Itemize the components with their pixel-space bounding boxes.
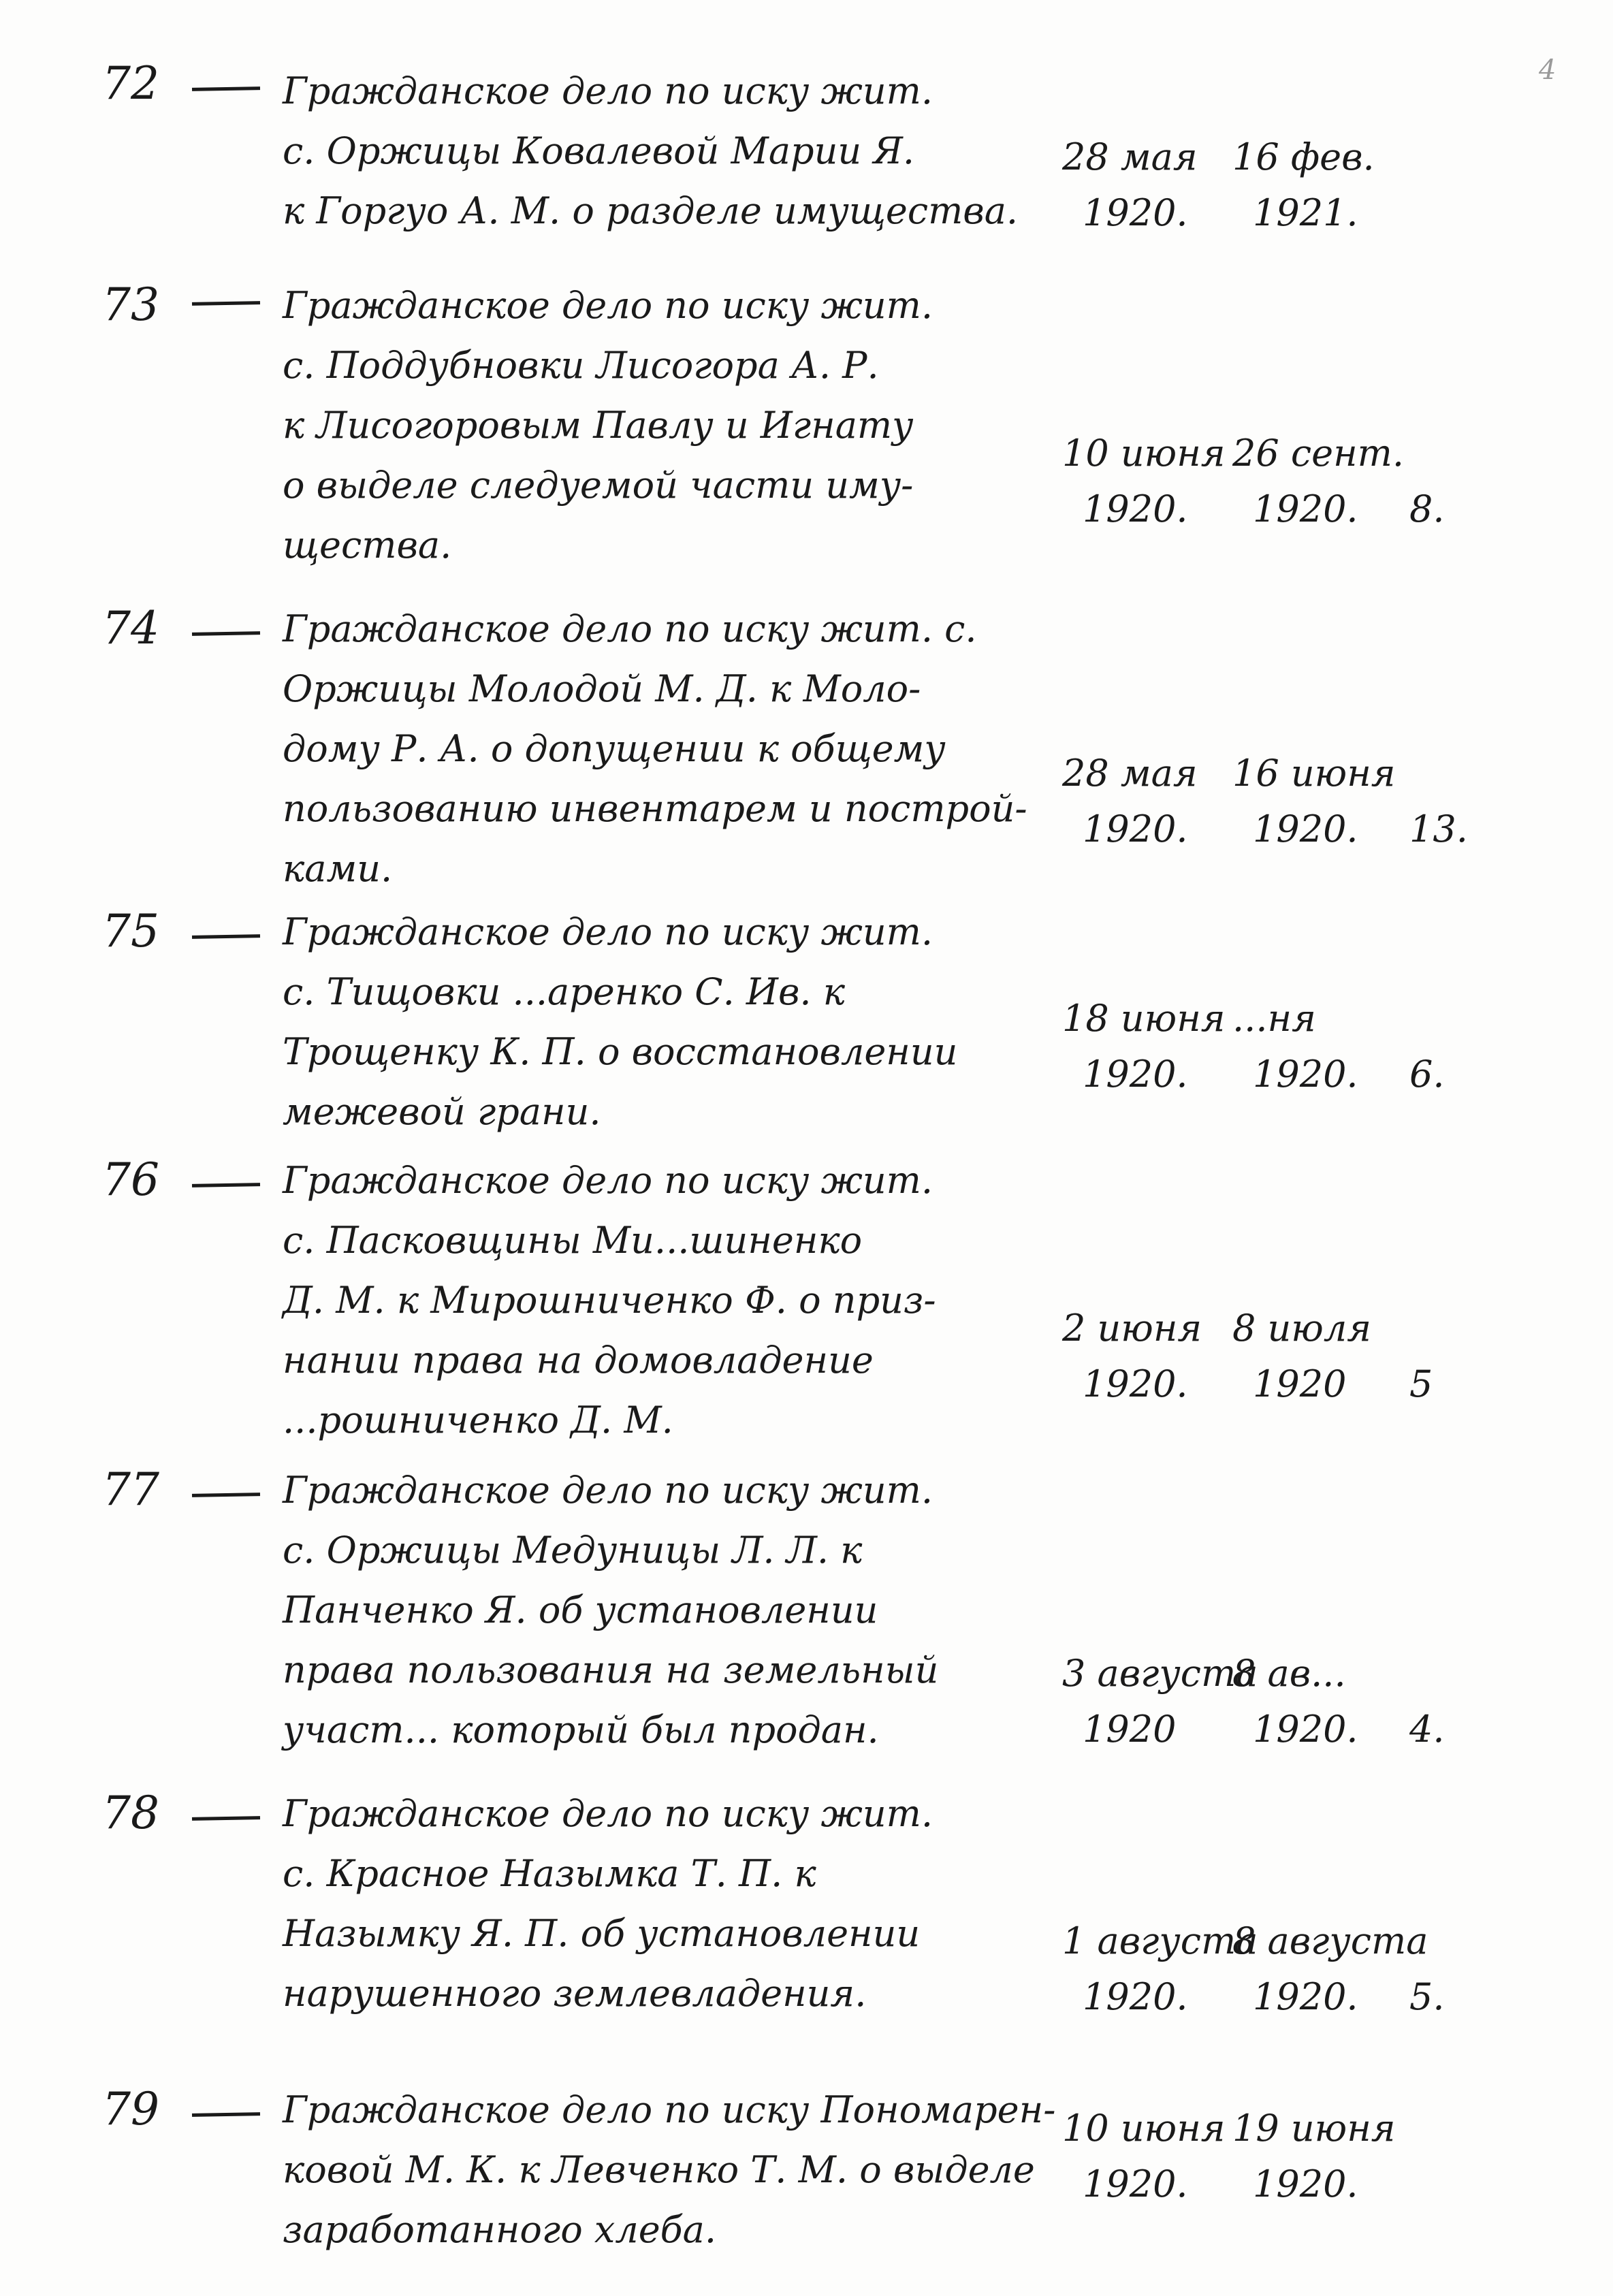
- end-day: 19 июня: [1232, 2107, 1396, 2150]
- entry-description: [283, 61, 1066, 241]
- description-line: Гражданское дело по иску жит.: [283, 910, 933, 953]
- entry-dash: [192, 934, 260, 939]
- start-date: [1062, 426, 1226, 537]
- description-line: с. Оржицы Медуницы Л. Л. к: [283, 1529, 863, 1572]
- entry-description: [283, 1461, 1066, 1760]
- end-date: [1232, 1646, 1389, 1757]
- end-year: 1920.: [1253, 1708, 1358, 1751]
- entry-dash: [192, 631, 260, 636]
- start-day: 10 июня: [1062, 432, 1226, 475]
- start-date: [1062, 1913, 1258, 2025]
- entry-dash: [192, 86, 260, 91]
- start-year: 1920: [1083, 1708, 1177, 1751]
- description-line: с. Поддубновки Лисогора А. Р.: [283, 344, 879, 387]
- description-line: к Лисогоровым Павлу и Игнату: [283, 404, 914, 447]
- description-line: щества.: [283, 524, 452, 567]
- description-line: дому Р. А. о допущении к общему: [283, 727, 946, 770]
- description-line: пользованию инвентарем и построй-: [283, 787, 1027, 830]
- entry-dash: [192, 301, 260, 306]
- description-line: участ... который был продан.: [283, 1708, 879, 1751]
- sheet-count: 5.: [1409, 1975, 1445, 2018]
- start-day: 28 мая: [1062, 135, 1198, 178]
- description-line: ковой М. К. к Левченко Т. М. о выделе: [283, 2148, 1035, 2191]
- description-line: Оржицы Молодой М. Д. к Моло-: [283, 667, 921, 710]
- start-date: [1062, 991, 1226, 1102]
- start-year: 1920.: [1083, 488, 1188, 530]
- entry-number: 77: [102, 1463, 159, 1516]
- description-line: Трощенку К. П. о восстановлении: [283, 1030, 958, 1073]
- start-year: 1920.: [1083, 1053, 1188, 1096]
- start-year: 1920.: [1083, 808, 1188, 850]
- entry-dash: [192, 1183, 260, 1187]
- description-line: ...рошниченко Д. М.: [283, 1399, 673, 1441]
- description-line: Гражданское дело по иску жит.: [283, 284, 933, 327]
- end-date: [1232, 426, 1405, 537]
- description-line: ками.: [283, 847, 393, 890]
- start-date: [1062, 2101, 1226, 2212]
- description-line: к Горгуо А. М. о разделе имущества.: [283, 189, 1019, 232]
- end-day: 16 июня: [1232, 752, 1396, 795]
- entry-number: 79: [102, 2083, 159, 2135]
- description-line: Гражданское дело по иску жит.: [283, 1159, 933, 1202]
- entry-dash: [192, 1493, 260, 1497]
- start-date: [1062, 129, 1219, 241]
- description-line: с. Пасковщины Ми...шиненко: [283, 1219, 863, 1262]
- end-day: 16 фев.: [1232, 135, 1375, 178]
- description-line: права пользования на земельный: [283, 1648, 939, 1691]
- description-line: с. Тищовки ...аренко С. Ив. к: [283, 970, 846, 1013]
- entry-number: 75: [102, 905, 159, 957]
- entry-number: 74: [102, 602, 159, 654]
- start-day: 3 августа: [1062, 1652, 1258, 1695]
- start-day: 28 мая: [1062, 752, 1198, 795]
- end-year: 1920.: [1253, 808, 1358, 850]
- entry-dash: [192, 2112, 260, 2117]
- description-line: Назымку Я. П. об установлении: [283, 1912, 921, 1955]
- sheet-count: 13.: [1409, 808, 1468, 850]
- end-year: 1920.: [1253, 488, 1358, 530]
- start-year: 1920.: [1083, 1362, 1188, 1405]
- sheet-count: 6.: [1409, 1053, 1445, 1096]
- description-line: Гражданское дело по иску жит.: [283, 1792, 933, 1835]
- start-day: 1 августа: [1062, 1919, 1258, 1962]
- start-year: 1920.: [1083, 1975, 1188, 2018]
- end-year: 1920.: [1253, 2163, 1358, 2205]
- description-line: Панченко Я. об установлении: [283, 1589, 878, 1631]
- page-mark: 4: [1539, 54, 1556, 86]
- description-line: межевой грани.: [283, 1090, 601, 1133]
- entry-number: 76: [102, 1153, 159, 1206]
- description-line: с. Красное Назымка Т. П. к: [283, 1852, 816, 1895]
- sheet-count: 8.: [1409, 488, 1445, 530]
- description-line: с. Оржицы Ковалевой Марии Я.: [283, 129, 915, 172]
- start-year: 1920.: [1083, 191, 1188, 234]
- end-day: 8 августа: [1232, 1919, 1428, 1962]
- entry-description: [283, 1151, 1066, 1450]
- description-line: Гражданское дело по иску Пономарен-: [283, 2088, 1056, 2131]
- end-day: ...ня: [1232, 997, 1316, 1040]
- description-line: о выделе следуемой части иму-: [283, 464, 914, 507]
- end-year: 1920: [1253, 1362, 1347, 1405]
- end-date: [1232, 129, 1389, 241]
- start-year: 1920.: [1083, 2163, 1188, 2205]
- entry-description: [283, 2080, 1066, 2260]
- end-date: [1232, 991, 1389, 1102]
- entry-number: 72: [102, 57, 159, 110]
- start-day: 2 июня: [1062, 1307, 1202, 1350]
- end-date: [1232, 2101, 1396, 2212]
- end-date: [1232, 1301, 1389, 1412]
- sheet-count: 4.: [1409, 1708, 1445, 1751]
- entry-description: [283, 276, 1066, 575]
- description-line: нарушенного землевладения.: [283, 1972, 867, 2015]
- description-line: Д. М. к Мирошниченко Ф. о приз-: [283, 1279, 936, 1322]
- entry-number: 78: [102, 1787, 159, 1839]
- description-line: Гражданское дело по иску жит.: [283, 69, 933, 112]
- entry-number: 73: [102, 278, 159, 331]
- end-year: 1920.: [1253, 1975, 1358, 2018]
- entry-description: [283, 902, 1066, 1142]
- end-day: 8 ав...: [1232, 1652, 1346, 1695]
- start-date: [1062, 1301, 1219, 1412]
- sheet-count: 5: [1409, 1362, 1433, 1405]
- end-year: 1920.: [1253, 1053, 1358, 1096]
- end-date: [1232, 746, 1396, 857]
- start-date: [1062, 1646, 1258, 1757]
- entry-description: [283, 1784, 1066, 2024]
- end-day: 8 июля: [1232, 1307, 1371, 1350]
- description-line: Гражданское дело по иску жит.: [283, 1469, 933, 1512]
- start-date: [1062, 746, 1219, 857]
- entry-dash: [192, 1816, 260, 1821]
- end-year: 1921.: [1253, 191, 1358, 234]
- entry-description: [283, 599, 1066, 899]
- description-line: Гражданское дело по иску жит. с.: [283, 607, 977, 650]
- description-line: заработанного хлеба.: [283, 2208, 717, 2251]
- start-day: 18 июня: [1062, 997, 1226, 1040]
- end-day: 26 сент.: [1232, 432, 1405, 475]
- end-date: [1232, 1913, 1428, 2025]
- description-line: нании права на домовладение: [283, 1339, 874, 1382]
- start-day: 10 июня: [1062, 2107, 1226, 2150]
